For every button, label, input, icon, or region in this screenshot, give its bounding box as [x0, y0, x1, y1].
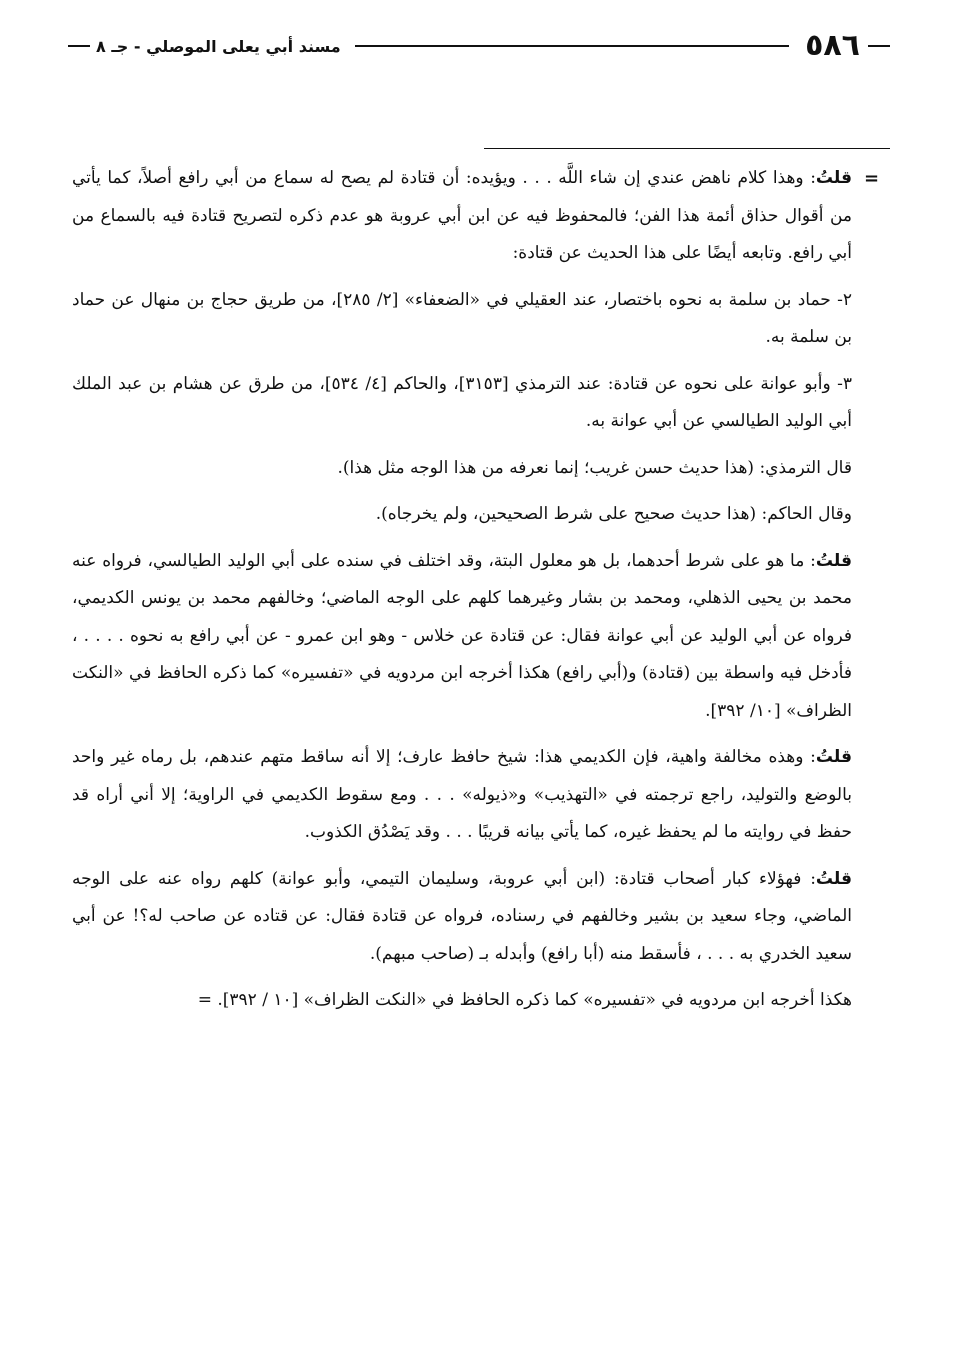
- paragraph-body: قال الترمذي: (هذا حديث حسن غريب؛ إنما نعرفه من هذا الوجه مثل هذا).: [337, 457, 852, 478]
- footnote-separator: [484, 148, 890, 149]
- paragraph-4: [72, 450, 852, 488]
- paragraph-lead: قلتُ: [815, 868, 852, 889]
- paragraph-body: ٢- حماد بن سلمة به نحوه باختصار، عند العقيلي في «الضعفاء» [٢/ ٢٨٥]، من طريق حجاج بن منهال عن حماد بن سلمة به.: [72, 289, 852, 347]
- paragraph-1: [72, 160, 852, 273]
- paragraph-9: [72, 982, 852, 1020]
- header-dash-right: [868, 45, 890, 47]
- footnote-text: [72, 160, 852, 1029]
- paragraph-body: : فهؤلاء كبار أصحاب قتادة: (ابن أبي عروبة، وسليمان التيمي، وأبو عوانة) كلهم رواه عنه على الوجه الماضي، وجاء سعيد بن بشير وخالفهم في رسناده، فرواه عن قتادة فقال: عن قتاده عن صاحب له؟! عن أبي سعيد الخدري به . . . ، فأسقط منه (أبا رافع) وأبدله بـ (صاحب مبهم).: [72, 868, 852, 964]
- paragraph-body: : وهذه مخالفة واهية، فإن الكديمي هذا: شيخ حافظ عارف؛ إلا أنه ساقط متهم عندهم، بل رماه غير واحد بالوضع والتوليد، راجع ترجمته في «التهذيب» و«ذيوله» . . . ومع سقوط الكديمي في الراوية؛ إلا أني أراه قد حفظ في روايته ما لم يحفظ غيره، كما يأتي بيانه قريبًا . . . وقد يَصْدُق الكذوب.: [72, 747, 852, 842]
- paragraph-body: : وهذا كلام ناهض عندي إن شاء اللَّه . . . ويؤيده: أن قتادة لم يصح له سماع من أبي رافع أصلاً، كما يأتي من أقوال حذاق أئمة هذا الفن؛ فالمحفوظ فيه عن ابن أبي عروبة هو عدم ذكره لتصريح قتادة فيه بالسماع من أبي رافع. وتابعه أيضًا على هذا الحديث عن قتادة:: [72, 168, 852, 263]
- continuation-mark: =: [864, 168, 880, 189]
- paragraph-7: [72, 739, 852, 852]
- paragraph-body: ٣- وأبو عوانة على نحوه عن قتادة: عند الترمذي [٣١٥٣]، والحاكم [٤/ ٥٣٤]، من طرق عن هشام بن عبد الملك أبي الوليد الطيالسي عن أبي عوانة به.: [72, 373, 852, 431]
- paragraph-8: [72, 861, 852, 974]
- header-dash-left: [68, 45, 90, 47]
- paragraph-body: : ما هو على شرط أحدهما، بل هو معلول البتة، وقد اختلف في سنده على أبي الوليد الطيالسي، فرواه عنه محمد بن يحيى الذهلي، ومحمد بن بشار وغيرهما كلهم على الوجه الماضي؛ وخالفهم محمد بن يونس الكديمي، فرواه عن أبي الوليد عن أبي عوانة فقال: عن قتادة عن خلاس - وهو ابن عمرو - عن أبي رافع به نحوه . . . . ، فأدخل فيه واسطة بين (قتادة) و(أبي رافع) هكذا أخرجه ابن مردويه في «تفسيره» كما ذكره الحافظ في «النكت الظراف» [١٠/ ٣٩٢].: [72, 550, 852, 721]
- header-rule: [355, 45, 789, 47]
- paragraph-lead: قلتُ: [815, 747, 852, 767]
- paragraph-body: وقال الحاكم: (هذا حديث صحيح على شرط الصحيحين، ولم يخرجاه).: [375, 504, 852, 524]
- paragraph-2: [72, 282, 852, 357]
- page-header: [68, 26, 890, 66]
- running-title: مسند أبي يعلى الموصلي - جـ ٨: [96, 36, 341, 56]
- page-number: ٥٨٦: [805, 28, 860, 63]
- paragraph-lead: قلتُ: [815, 168, 852, 188]
- paragraph-3: [72, 366, 852, 441]
- paragraph-body: هكذا أخرجه ابن مردويه في «تفسيره» كما ذكره الحافظ في «النكت الظراف» [١٠ / ٣٩٢]. =: [197, 990, 852, 1010]
- paragraph-5: [72, 496, 852, 534]
- paragraph-6: [72, 543, 852, 731]
- paragraph-lead: قلتُ: [815, 550, 852, 571]
